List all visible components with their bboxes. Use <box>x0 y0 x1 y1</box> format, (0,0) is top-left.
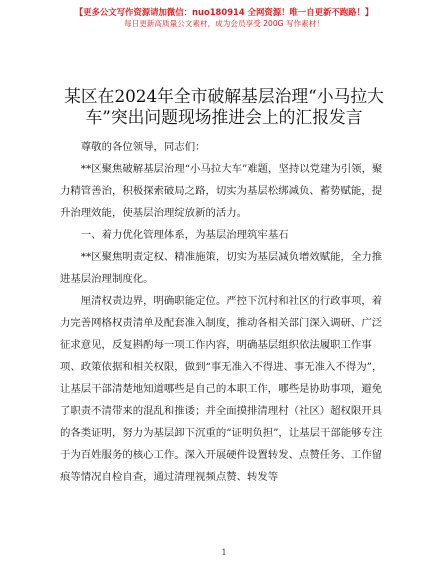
page-number: 1 <box>221 548 227 557</box>
intro-paragraph: **区聚焦破解基层治理“小马拉大车”难题，坚持以党建为引领，聚力精管善治，积极探索破局之路，切实为基层松绑减负、蓄势赋能，提升治理效能，使基层治理绽放新的活力。 <box>60 163 383 219</box>
document-title <box>52 86 396 128</box>
section-1-paragraph: 厘清权责边界，明确职能定位。严控下沉村和社区的行政事项，着力完善网格权责清单及配套准入制度，推动各相关部门深入调研、广泛征求意见，反复斟酌每一项工作内容，明确基层组织依法履职工作事项、政策依据和相关权限，做到“事无准入不得进、事无准入不得为”，让基层干部清楚地知道哪些是自己的本职工作，哪些是协助事项，避免了职责不清带来的混乱和推诿；并全面摸排清理村（社区）超权限开具的各类证明，努力为基层卸下沉重的“证明负担”，让基层干部能够专注于为百姓服务的核心工作。深入开展硬件设置转发、点赞任务、工作留痕等情况自检自查，通过清理视频点赞、转发等 <box>60 295 383 483</box>
title-line-1: 某区在2024年全市破解基层治理“小马拉大 <box>64 86 384 106</box>
promo-line-1: 【更多公文写作资源请加微信：nuo180914 全网资源！唯一自更新不跑路！】 <box>74 7 374 17</box>
salutation: 尊敬的各位领导，同志们： <box>80 141 206 153</box>
section-1-intro: **区聚焦明责定权、精准施策，切实为基层减负增效赋能，全力推进基层治理制度化。 <box>60 251 383 285</box>
promo-line-2: 每日更新高质量公文素材，成为会员享受 200G 写作素材！ <box>124 19 324 28</box>
section-heading-1: 一、着力优化管理体系，为基层治理筑牢基石 <box>80 229 289 241</box>
title-line-2: 车”突出问题现场推进会上的汇报发言 <box>85 107 363 127</box>
document-body <box>60 136 390 488</box>
promo-banner <box>0 6 448 29</box>
